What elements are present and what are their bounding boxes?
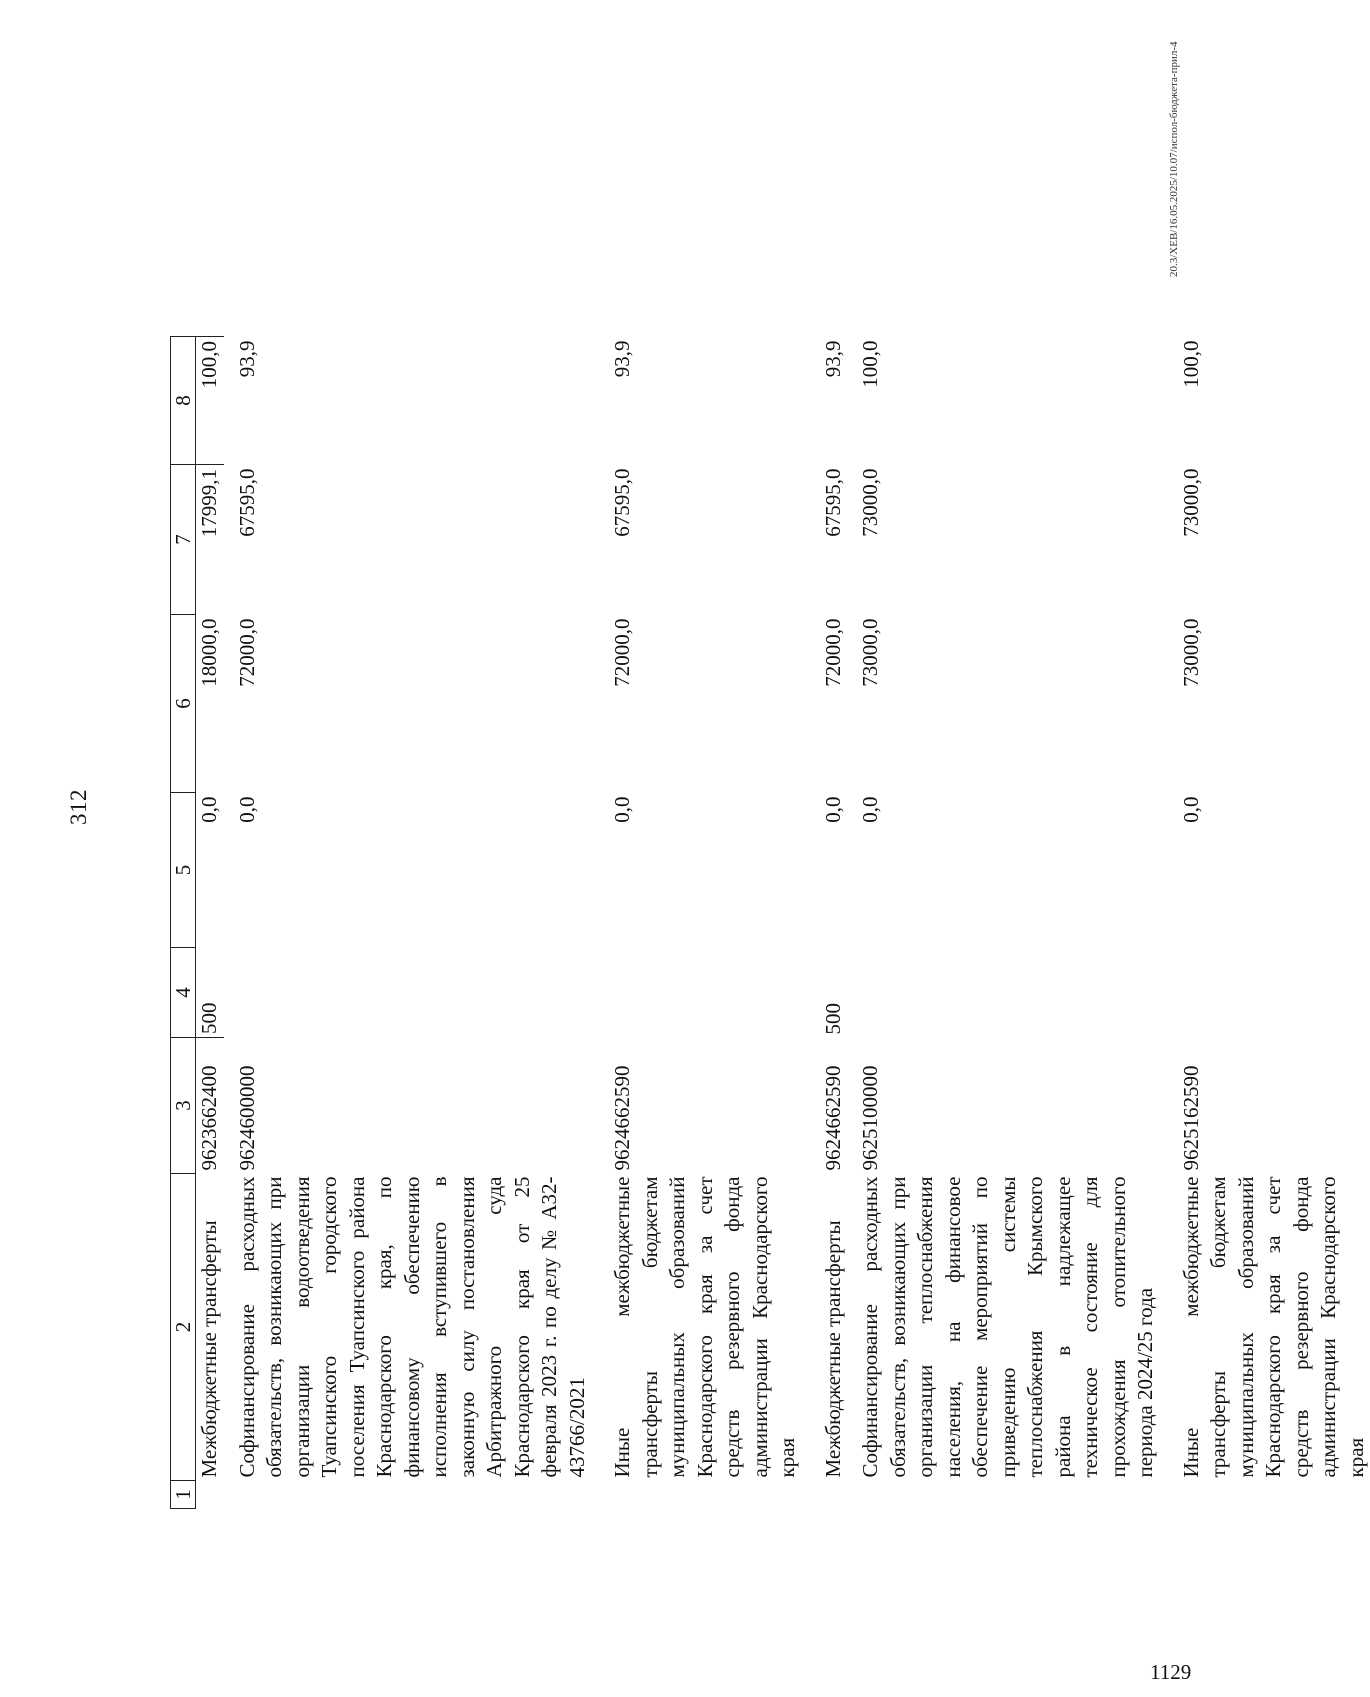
cell-col7: 67595,0 (234, 468, 259, 537)
cell-expense-type (847, 948, 1160, 1038)
cell-col8: 93,9 (234, 340, 259, 378)
cell-target-code: 9625162590 (1178, 1065, 1203, 1171)
cell-col5: 0,0 (858, 796, 882, 823)
cell-expense-type (1160, 948, 1370, 1038)
cell-expense-type (224, 948, 592, 1038)
table-row (591, 337, 802, 1509)
cell-col5: 0,0 (1178, 796, 1203, 823)
cell-row-number (591, 1481, 802, 1509)
page-number: 312 (66, 789, 91, 825)
table-row (802, 337, 848, 1509)
cell-expense-type: 500 (196, 948, 224, 1038)
cell-col5: 0,0 (234, 796, 259, 823)
cell-name: Иные межбюджетные трансферты бюджетам муниципальных образований Краснодарского края за счет средств резервного фонда администрации Краснодарского края (1178, 1176, 1368, 1478)
cell-target-code: 9623662400 (196, 1038, 224, 1174)
header-col-3: 3 (171, 1038, 196, 1174)
cell-name: Софинансирование расходных обязательств, возникающих при организации водоотведения Туапсинского городского поселения Туапсинского района Краснодарского края, по финансовому обеспечению исполнения вступившего в законную силу постановления Арбитражного суда Краснодарского края от 25 февраля 2023 г. по делу № А32-43766/2021 (234, 1176, 589, 1478)
cell-col6: 73000,0 (858, 618, 882, 687)
table-row (1160, 337, 1370, 1509)
cell-col5: 0,0 (610, 796, 634, 823)
sheet-number: 1129 (1150, 1660, 1192, 1684)
cell-col8: 100,0 (1178, 340, 1203, 388)
header-col-1: 1 (171, 1481, 196, 1509)
cell-col8: 93,9 (610, 340, 634, 378)
header-col-8: 8 (171, 337, 196, 465)
budget-table (170, 336, 1370, 1509)
cell-row-number (802, 1481, 848, 1509)
cell-row-number (196, 1481, 224, 1509)
cell-col7: 73000,0 (1178, 468, 1203, 537)
cell-col6: 72000,0 (820, 618, 845, 687)
table-header-row (171, 337, 196, 1509)
cell-col7: 73000,0 (858, 468, 882, 537)
cell-target-code: 9624600000 (234, 1065, 259, 1171)
table-row (196, 337, 224, 1509)
cell-col6: 72000,0 (610, 618, 634, 687)
cell-name: Межбюджетные трансферты (820, 1220, 845, 1478)
cell-col7: 67595,0 (610, 468, 634, 537)
header-col-6: 6 (171, 615, 196, 793)
table-row (847, 337, 1160, 1509)
cell-col6: 72000,0 (234, 618, 259, 687)
cell-expense-type: 500 (820, 1003, 845, 1035)
header-col-7: 7 (171, 465, 196, 615)
cell-col8: 100,0 (858, 340, 882, 388)
cell-col8: 93,9 (820, 340, 845, 378)
header-col-2: 2 (171, 1174, 196, 1481)
cell-target-code: 9625100000 (858, 1065, 882, 1171)
cell-target-code: 9624662590 (820, 1065, 845, 1171)
cell-col8: 100,0 (196, 337, 224, 465)
footer-reference: 20.3/XEB/16.05.2025/10.07/испол-бюджета-прил-4 (1168, 41, 1180, 277)
cell-col6: 73000,0 (1178, 618, 1203, 687)
cell-name: Межбюджетные трансферты (196, 1174, 224, 1481)
cell-name: Софинансирование расходных обязательств, возникающих при организации теплоснабжения населения, на финансовое обеспечение мероприятий по приведению системы теплоснабжения Крымского района в надлежащее техническое состояние для прохождения отопительного периода 2024/25 года (858, 1176, 1157, 1478)
cell-row-number (224, 1481, 592, 1509)
cell-col5: 0,0 (196, 793, 224, 948)
cell-expense-type (591, 948, 802, 1038)
cell-row-number (847, 1481, 1160, 1509)
cell-col5: 0,0 (820, 796, 845, 823)
cell-row-number (1160, 1481, 1370, 1509)
cell-name: Иные межбюджетные трансферты бюджетам муниципальных образований Краснодарского края за счет средств резервного фонда администрации Краснодарского края (610, 1176, 799, 1478)
cell-col6: 18000,0 (196, 615, 224, 793)
header-col-5: 5 (171, 793, 196, 948)
cell-col7: 67595,0 (820, 468, 845, 537)
header-col-4: 4 (171, 948, 196, 1038)
cell-col7: 17999,1 (196, 465, 224, 615)
table-row (224, 337, 592, 1509)
cell-target-code: 9624662590 (610, 1065, 634, 1171)
